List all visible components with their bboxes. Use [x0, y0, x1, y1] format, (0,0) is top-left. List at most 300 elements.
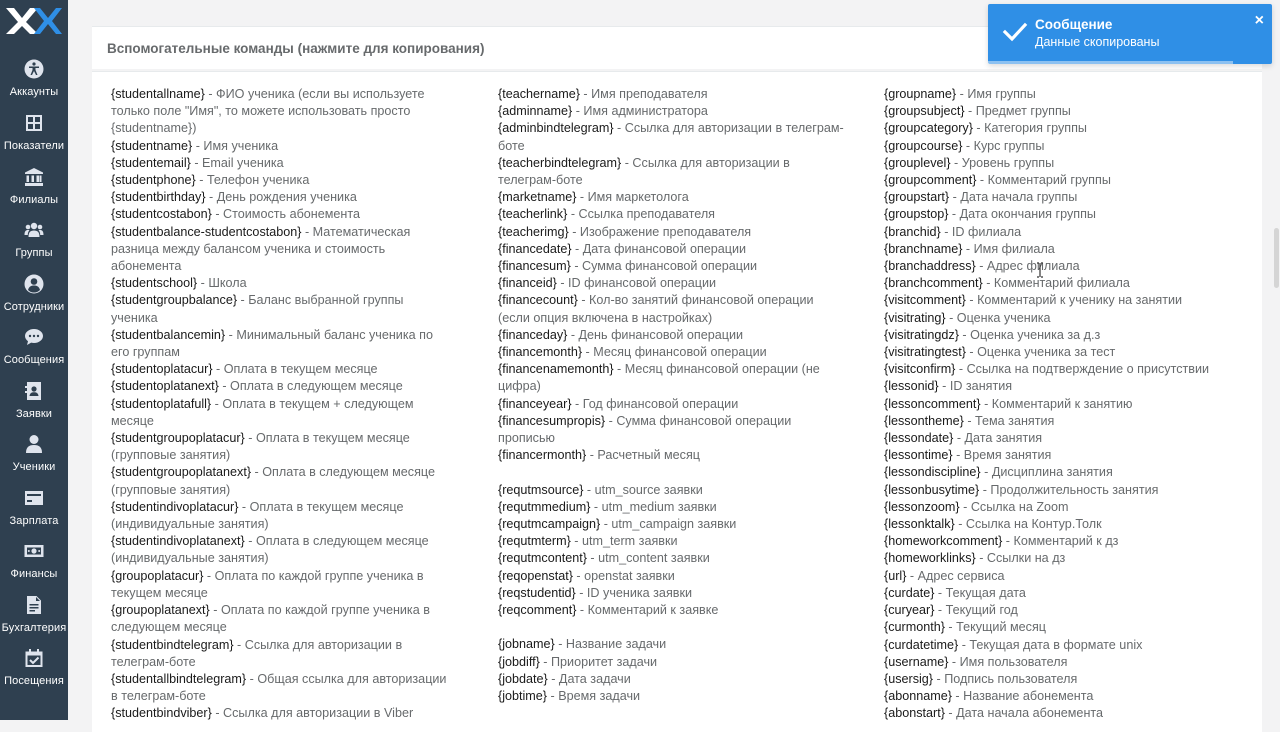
command-description: - Имя маркетолога — [576, 190, 689, 205]
command-line — [111, 499, 466, 516]
command-token[interactable]: {lessonzoom} — [884, 499, 960, 514]
command-token[interactable]: {studentindivoplatacur} — [111, 499, 239, 514]
command-line — [111, 310, 466, 327]
command-description: - Email ученика — [190, 155, 284, 170]
main-content — [92, 0, 1262, 720]
command-line — [498, 327, 853, 344]
command-token[interactable]: {groupstart} — [884, 190, 950, 205]
command-line — [884, 172, 1239, 189]
logo-icon[interactable] — [0, 0, 68, 40]
command-line — [884, 654, 1239, 671]
command-token[interactable]: {groupoplatanext} — [111, 603, 210, 618]
command-description: {studentname}) — [111, 121, 197, 136]
command-token[interactable]: {usersig} — [884, 671, 934, 686]
scrollbar-thumb[interactable] — [1274, 228, 1279, 288]
command-description: - Ссылки на дз — [975, 551, 1066, 566]
check-icon — [1002, 19, 1028, 45]
command-line — [884, 206, 1239, 223]
sidebar-item-3[interactable] — [0, 164, 68, 216]
command-line — [884, 430, 1239, 447]
command-line — [884, 464, 1239, 481]
command-token[interactable]: {reqcomment} — [498, 603, 577, 618]
command-line — [498, 155, 853, 172]
command-line — [498, 258, 853, 275]
command-token[interactable]: {jobdiff} — [498, 654, 540, 669]
command-token[interactable]: {studentbalancemin} — [111, 327, 226, 342]
command-line — [498, 172, 853, 189]
command-line — [884, 327, 1239, 344]
command-line — [498, 361, 853, 378]
command-line — [111, 344, 466, 361]
sidebar-item-7[interactable] — [0, 378, 68, 430]
command-line — [884, 258, 1239, 275]
command-line — [498, 654, 853, 671]
commands-panel — [92, 71, 1262, 732]
command-token[interactable]: {curdatetime} — [884, 637, 959, 652]
command-description: - Баланс выбранной группы — [237, 293, 404, 308]
command-token[interactable]: {homeworkcomment} — [884, 534, 1003, 549]
command-line — [111, 447, 466, 464]
command-token[interactable]: {teacherlink} — [498, 207, 568, 222]
command-token[interactable]: {jobdate} — [498, 671, 548, 686]
command-token[interactable]: {requtmterm} — [498, 534, 571, 549]
command-token[interactable]: {studentcostabon} — [111, 207, 212, 222]
command-description: - Дата задачи — [547, 671, 631, 686]
command-description: - День финансовой операции — [567, 327, 744, 342]
contact-card-icon — [23, 380, 45, 402]
command-description: - utm_content заявки — [586, 551, 710, 566]
command-description: - Ссылка для авторизации в — [233, 637, 403, 652]
command-line — [498, 103, 853, 120]
sidebar-item-2[interactable] — [0, 110, 68, 162]
command-line — [884, 585, 1239, 602]
command-description: - Месяц финансовой операции (не — [613, 362, 820, 377]
sidebar-item-label: Финансы — [10, 568, 58, 580]
command-description: - Оплата в текущем + следующем — [211, 396, 414, 411]
command-description: - Текущий месяц — [944, 620, 1046, 635]
command-line — [884, 138, 1239, 155]
command-line — [498, 189, 853, 206]
command-token[interactable]: {financesum} — [498, 259, 571, 274]
command-token[interactable]: {financesumpropis} — [498, 413, 606, 428]
command-line — [884, 344, 1239, 361]
command-line — [498, 447, 853, 464]
credit-card-icon — [23, 487, 45, 509]
command-token[interactable]: {url} — [884, 568, 907, 583]
command-token[interactable]: {studentbirthday} — [111, 190, 206, 205]
command-description: ученика — [111, 310, 158, 325]
command-line — [111, 206, 466, 223]
command-token[interactable]: {lessontime} — [884, 448, 953, 463]
command-line — [111, 224, 466, 241]
command-token[interactable]: {groupstop} — [884, 207, 949, 222]
command-token[interactable]: {studentgroupbalance} — [111, 293, 238, 308]
command-token[interactable]: {adminbindtelegram} — [498, 121, 614, 136]
toast-title: Сообщение — [1035, 17, 1113, 32]
command-description: - openstat заявки — [572, 568, 675, 583]
sidebar-item-5[interactable] — [0, 271, 68, 323]
command-token[interactable]: {branchcomment} — [884, 276, 983, 291]
sidebar-item-8[interactable] — [0, 431, 68, 483]
command-token[interactable]: {lessondate} — [884, 431, 954, 446]
command-line — [884, 310, 1239, 327]
command-description: - Время занятия — [952, 448, 1052, 463]
close-icon[interactable]: × — [1254, 12, 1264, 29]
command-token[interactable]: {lessoncomment} — [884, 396, 981, 411]
command-line — [498, 619, 853, 636]
command-description: - Ссылка для авторизации в Viber — [211, 706, 414, 721]
command-description: - Категория группы — [972, 121, 1087, 136]
command-description: - Комментарий к занятию — [980, 396, 1133, 411]
command-description: телеграм-боте — [111, 654, 196, 669]
command-line — [884, 533, 1239, 550]
command-description: - Стоимость абонемента — [211, 207, 361, 222]
command-line — [111, 482, 466, 499]
command-line — [111, 413, 466, 430]
sidebar-item-6[interactable] — [0, 324, 68, 376]
command-description: в телеграм-боте — [111, 689, 206, 704]
command-token[interactable]: {lessonbusytime} — [884, 482, 980, 497]
command-description: - Имя администратора — [572, 104, 708, 119]
sidebar-item-label: Заявки — [15, 408, 53, 420]
command-description: - Ссылка для авторизации в телеграм- — [613, 121, 844, 136]
command-description: - Дата финансовой операции — [571, 241, 747, 256]
command-line — [498, 688, 853, 705]
command-description: - Оплата по каждой группе ученика в — [209, 603, 430, 618]
command-token[interactable]: {abonstart} — [884, 706, 945, 721]
command-line — [498, 413, 853, 430]
command-line — [884, 671, 1239, 688]
command-token[interactable]: {financenamemonth} — [498, 362, 614, 377]
command-description: - Курс группы — [962, 138, 1045, 153]
command-line — [884, 516, 1239, 533]
command-line — [498, 120, 853, 137]
command-token[interactable]: {financeday} — [498, 327, 568, 342]
command-description: - Подпись пользователя — [933, 671, 1078, 686]
command-token[interactable]: {reqstudentid} — [498, 585, 576, 600]
command-description: (групповые занятия) — [111, 448, 231, 463]
command-token[interactable]: {visitrating} — [884, 310, 946, 325]
command-description: - Минимальный баланс ученика по — [225, 327, 433, 342]
command-line — [111, 585, 466, 602]
command-token[interactable]: {groupcategory} — [884, 121, 973, 136]
command-token[interactable]: {lessontheme} — [884, 413, 964, 428]
command-line — [498, 482, 853, 499]
document-icon — [23, 594, 45, 616]
command-line — [111, 568, 466, 585]
command-token[interactable]: {curdate} — [884, 585, 935, 600]
command-token[interactable]: {studentoplatacur} — [111, 362, 213, 377]
sidebar-item-10[interactable] — [0, 538, 68, 590]
command-line — [111, 516, 466, 533]
command-line — [498, 206, 853, 223]
command-line — [884, 568, 1239, 585]
command-description: прописью — [498, 431, 555, 446]
command-description: - utm_campaign заявки — [600, 517, 737, 532]
command-description: - Тема занятия — [963, 413, 1055, 428]
command-line — [884, 292, 1239, 309]
command-token[interactable]: {jobtime} — [498, 689, 548, 704]
command-line — [111, 86, 466, 103]
command-line — [498, 550, 853, 567]
sidebar-item-label: Аккаунты — [9, 86, 59, 98]
command-description: абонемента — [111, 259, 182, 274]
command-description: - utm_term заявки — [570, 534, 678, 549]
command-token[interactable]: {studentindivoplatanext} — [111, 534, 245, 549]
command-token[interactable]: {studentphone} — [111, 173, 196, 188]
command-token[interactable]: {financeyear} — [498, 396, 572, 411]
command-description: - Адрес сервиса — [906, 568, 1005, 583]
command-line — [498, 275, 853, 292]
command-description: - Комментарий к ученику на занятии — [965, 293, 1183, 308]
command-line — [884, 275, 1239, 292]
money-icon — [23, 540, 45, 562]
scrollbar[interactable] — [1272, 0, 1280, 720]
command-token[interactable]: {financermonth} — [498, 448, 587, 463]
command-line — [884, 550, 1239, 567]
page-title: Вспомогательные команды (нажмите для копирования) — [107, 41, 485, 56]
command-token[interactable]: {studentoplatafull} — [111, 396, 212, 411]
command-line — [111, 619, 466, 636]
command-line — [111, 550, 466, 567]
command-token[interactable]: {jobname} — [498, 637, 555, 652]
command-description: - Дисциплина занятия — [980, 465, 1113, 480]
command-description: цифра) — [498, 379, 541, 394]
users-icon — [23, 219, 45, 241]
command-line — [498, 464, 853, 481]
sidebar-item-label: Сообщения — [3, 354, 65, 366]
accessibility-icon — [23, 58, 45, 80]
toast-message: Данные скопированы — [1035, 35, 1160, 49]
command-line — [498, 636, 853, 653]
command-token[interactable]: {groupcourse} — [884, 138, 963, 153]
command-line — [111, 654, 466, 671]
command-description: - Текущая дата — [934, 585, 1026, 600]
command-description: - ID занятия — [938, 379, 1013, 394]
commands-column-3 — [884, 86, 1239, 723]
commands-column-2 — [498, 86, 853, 705]
command-line — [884, 602, 1239, 619]
command-description: - Дата окончания группы — [948, 207, 1096, 222]
command-line — [111, 430, 466, 447]
command-token[interactable]: {lessonktalk} — [884, 517, 955, 532]
sidebar-item-4[interactable] — [0, 217, 68, 269]
sidebar-item-label: Бухгалтерия — [1, 622, 67, 634]
sidebar-item-label: Зарплата — [9, 515, 59, 527]
command-line — [111, 637, 466, 654]
command-token[interactable]: {studentname} — [111, 138, 193, 153]
command-description: - Оценка ученика за д.з — [958, 327, 1101, 342]
command-description: - День рождения ученика — [205, 190, 357, 205]
command-description: разница между балансом ученика и стоимость — [111, 241, 386, 256]
command-token[interactable]: {studentbalance-studentcostabon} — [111, 224, 302, 239]
command-line — [111, 464, 466, 481]
command-token[interactable]: {financeid} — [498, 276, 557, 291]
command-line — [111, 533, 466, 550]
command-line — [111, 241, 466, 258]
toast-progress-bar — [988, 61, 1233, 64]
command-description: - Имя преподавателя — [579, 87, 708, 101]
command-description: - Время задачи — [547, 689, 641, 704]
command-description: - Школа — [197, 276, 247, 291]
command-token[interactable]: {curyear} — [884, 603, 935, 618]
sidebar — [0, 0, 68, 720]
command-description: только поле "Имя", то можете использовать просто — [111, 104, 411, 119]
command-line — [884, 120, 1239, 137]
command-token[interactable]: {reqopenstat} — [498, 568, 573, 583]
command-token[interactable]: {studentbindviber} — [111, 706, 212, 721]
command-description: - Название абонемента — [951, 689, 1094, 704]
command-token[interactable]: {teachername} — [498, 87, 580, 101]
command-line — [111, 258, 466, 275]
command-description: - Оплата в следующем месяце — [218, 379, 403, 394]
command-token[interactable]: {branchid} — [884, 224, 941, 239]
command-token[interactable]: {financemonth} — [498, 345, 583, 360]
command-line — [884, 413, 1239, 430]
command-token[interactable]: {requtmcontent} — [498, 551, 587, 566]
command-description: - Дата занятия — [953, 431, 1043, 446]
command-token[interactable]: {requtmsource} — [498, 482, 584, 497]
command-line — [498, 396, 853, 413]
command-token[interactable]: {groupname} — [884, 87, 957, 101]
command-token[interactable]: {studentgroupoplatacur} — [111, 431, 245, 446]
command-token[interactable]: {visitcomment} — [884, 293, 966, 308]
command-line — [111, 292, 466, 309]
command-description: - ID ученика заявки — [575, 585, 692, 600]
command-description: - Оплата в текущем месяце — [244, 431, 410, 446]
command-token[interactable]: {visitratingtest} — [884, 345, 966, 360]
command-line — [884, 396, 1239, 413]
command-description: - utm_source заявки — [583, 482, 703, 497]
command-description: - Месяц финансовой операции — [582, 345, 767, 360]
command-description: - Текущая дата в формате unix — [958, 637, 1143, 652]
command-description: - Адрес филиала — [975, 259, 1080, 274]
command-description: - Оценка ученика — [945, 310, 1051, 325]
command-line — [111, 327, 466, 344]
toast-notification — [988, 4, 1272, 64]
command-token[interactable]: {requtmcampaign} — [498, 517, 601, 532]
text-cursor-icon — [1036, 262, 1044, 278]
command-description: - Ссылка на подтверждение о присутствии — [955, 362, 1210, 377]
command-token[interactable]: {studentallname} — [111, 87, 205, 101]
command-line — [884, 224, 1239, 241]
command-token[interactable]: {username} — [884, 654, 949, 669]
user-icon — [23, 433, 45, 455]
command-description: - Комментарий к заявке — [576, 603, 719, 618]
command-token[interactable]: {marketname} — [498, 190, 577, 205]
command-token[interactable]: {branchname} — [884, 241, 963, 256]
command-line — [111, 172, 466, 189]
command-line — [884, 155, 1239, 172]
command-description: - Сумма финансовой операции — [605, 413, 792, 428]
command-token[interactable]: {adminname} — [498, 104, 573, 119]
command-token[interactable]: {studentgroupoplatanext} — [111, 465, 252, 480]
command-token[interactable]: {financedate} — [498, 241, 572, 256]
sidebar-item-9[interactable] — [0, 485, 68, 537]
command-description: - Продолжительность занятия — [979, 482, 1159, 497]
command-line — [111, 688, 466, 705]
command-description: - Текущий год — [934, 603, 1018, 618]
command-token[interactable]: {financecount} — [498, 293, 578, 308]
command-description: - Оплата в следующем месяце — [251, 465, 435, 480]
command-token[interactable]: {groupsubject} — [884, 104, 965, 119]
command-line — [884, 482, 1239, 499]
command-line — [111, 378, 466, 395]
command-line — [498, 533, 853, 550]
command-description: - ID филиала — [940, 224, 1022, 239]
command-description: боте — [498, 138, 525, 153]
command-token[interactable]: {lessonid} — [884, 379, 939, 394]
command-token[interactable]: {homeworklinks} — [884, 551, 976, 566]
command-line — [884, 688, 1239, 705]
command-description: - Оплата по каждой группе ученика в — [203, 568, 424, 583]
sidebar-item-12[interactable] — [0, 645, 68, 697]
command-token[interactable]: {teacherbindtelegram} — [498, 155, 622, 170]
command-line — [111, 155, 466, 172]
sidebar-item-1[interactable] — [0, 56, 68, 108]
command-line — [498, 516, 853, 533]
command-line — [111, 671, 466, 688]
sidebar-item-11[interactable] — [0, 592, 68, 644]
command-token[interactable]: {requtmmedium} — [498, 499, 591, 514]
user-circle-icon — [23, 273, 45, 295]
command-line — [498, 224, 853, 241]
command-description: - Сумма финансовой операции — [570, 259, 758, 274]
command-description: - Кол-во занятий финансовой операции — [577, 293, 814, 308]
command-description: - ID финансовой операции — [556, 276, 717, 291]
command-token[interactable]: {grouplevel} — [884, 155, 951, 170]
command-token[interactable]: {branchaddress} — [884, 259, 976, 274]
command-token[interactable]: {groupoplatacur} — [111, 568, 204, 583]
command-line — [884, 241, 1239, 258]
command-description: - Комментарий к дз — [1002, 534, 1119, 549]
command-description: (индивидуальные занятия) — [111, 517, 269, 532]
command-token[interactable]: {lessondiscipline} — [884, 465, 981, 480]
command-description: - Оценка ученика за тест — [965, 345, 1116, 360]
command-token[interactable]: {teacherimg} — [498, 224, 569, 239]
command-description: - Имя пользователя — [948, 654, 1068, 669]
command-token[interactable]: {studentoplatanext} — [111, 379, 219, 394]
command-description: - Приоритет задачи — [539, 654, 658, 669]
command-token[interactable]: {curmonth} — [884, 620, 945, 635]
command-line — [498, 138, 853, 155]
command-line — [498, 585, 853, 602]
command-line — [498, 344, 853, 361]
command-description: - Комментарий группы — [976, 173, 1111, 188]
command-token[interactable]: {studentschool} — [111, 276, 198, 291]
command-token[interactable]: {visitconfirm} — [884, 362, 956, 377]
command-line — [498, 86, 853, 103]
command-line — [498, 602, 853, 619]
command-token[interactable]: {abonname} — [884, 689, 952, 704]
command-description: - Предмет группы — [964, 104, 1071, 119]
command-line — [884, 378, 1239, 395]
command-description: - Ссылка преподавателя — [567, 207, 715, 222]
command-line — [884, 499, 1239, 516]
command-token[interactable]: {studentemail} — [111, 155, 191, 170]
command-description: - Оплата в текущем месяце — [212, 362, 378, 377]
command-description: - Уровень группы — [950, 155, 1055, 170]
command-line — [111, 103, 466, 120]
command-line — [498, 241, 853, 258]
command-line — [498, 430, 853, 447]
command-description: - Имя филиала — [962, 241, 1055, 256]
command-token[interactable]: {groupcomment} — [884, 173, 977, 188]
command-token[interactable]: {visitratingdz} — [884, 327, 959, 342]
sidebar-item-label: Посещения — [4, 675, 64, 687]
command-token[interactable]: {studentallbindtelegram} — [111, 671, 247, 686]
command-token[interactable]: {studentbindtelegram} — [111, 637, 234, 652]
